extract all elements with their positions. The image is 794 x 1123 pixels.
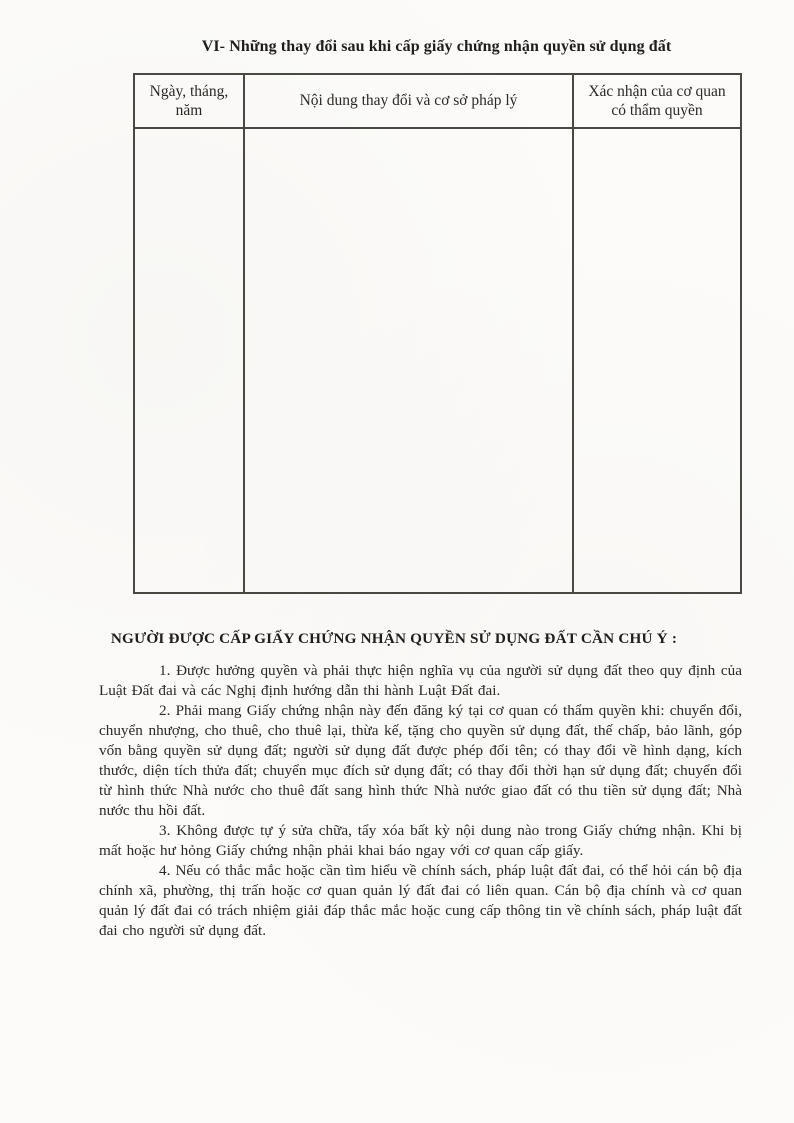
notice-paragraph-3: 3. Không được tự ý sửa chữa, tẩy xóa bất kỳ nội dung nào trong Giấy chứng nhận. Khi bị mất hoặc hư hỏng Giấy chứng nhận phải khai báo ngay với cơ quan cấp giấy. <box>99 822 742 859</box>
table-row <box>134 128 741 593</box>
notice-paragraph-2: 2. Phải mang Giấy chứng nhận này đến đăng ký tại cơ quan có thẩm quyền khi: chuyển đổi, chuyển nhượng, cho thuê, cho thuê lại, thừa kế, tặng cho quyền sử dụng đất, thế chấp, bảo lãnh, góp vốn bằng quyền sử dụng đất; người sử dụng đất được phép đổi tên; có thay đổi về hình dạng, kích thước, diện tích thửa đất; chuyển mục đích sử dụng đất; có thay đổi thời hạn sử dụng đất; chuyển đổi từ hình thức Nhà nước cho thuê đất sang hình thức Nhà nước giao đất có thu tiền sử dụng đất; Nhà nước thu hồi đất. <box>99 702 742 819</box>
column-header-change-content: Nội dung thay đổi và cơ sở pháp lý <box>244 74 573 128</box>
notice-paragraphs <box>99 661 742 941</box>
table-cell-authority-confirmation <box>573 128 741 593</box>
table-cell-date <box>134 128 244 593</box>
changes-table <box>133 73 742 594</box>
notice-heading: NGƯỜI ĐƯỢC CẤP GIẤY CHỨNG NHẬN QUYỀN SỬ DỤNG ĐẤT CẦN CHÚ Ý : <box>110 630 678 647</box>
section-title: VI- Những thay đổi sau khi cấp giấy chứng nhận quyền sử dụng đất <box>201 38 672 55</box>
notice-paragraph-4: 4. Nếu có thắc mắc hoặc cần tìm hiểu về chính sách, pháp luật đất đai, có thể hỏi cán bộ địa chính xã, phường, thị trấn hoặc cơ quan quản lý đất đai có liên quan. Cán bộ địa chính và cơ quan quản lý đất đai có trách nhiệm giải đáp thắc mắc hoặc cung cấp thông tin về chính sách, pháp luật đất đai cho người sử dụng đất. <box>99 862 742 939</box>
column-header-date: Ngày, tháng, năm <box>134 74 244 128</box>
table-header-row <box>134 74 741 128</box>
column-header-authority-confirmation: Xác nhận của cơ quan có thẩm quyền <box>573 74 741 128</box>
table-cell-change-content <box>244 128 573 593</box>
notice-paragraph-1: 1. Được hưởng quyền và phải thực hiện nghĩa vụ của người sử dụng đất theo quy định của Luật Đất đai và các Nghị định hướng dẫn thi hành Luật Đất đai. <box>99 662 742 699</box>
